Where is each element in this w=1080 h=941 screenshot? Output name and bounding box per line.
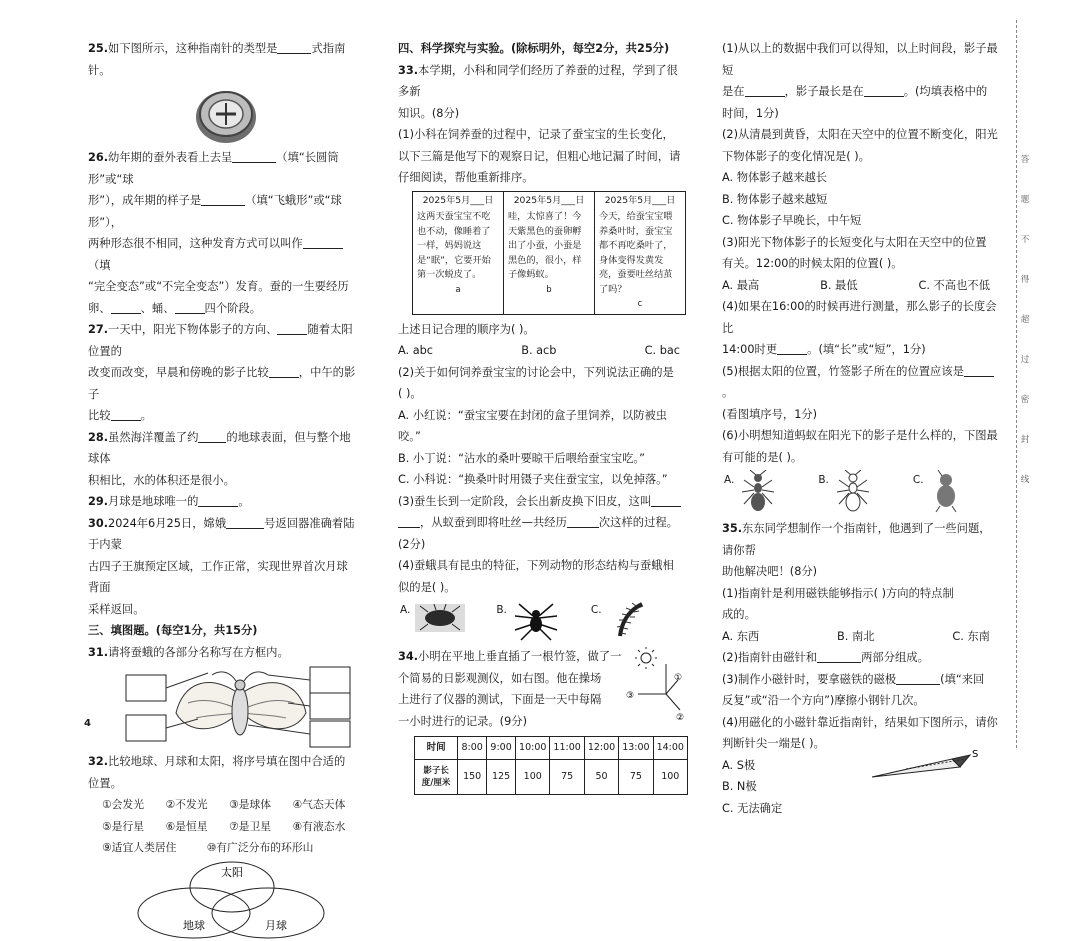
option-a[interactable]: A. 最高	[722, 278, 760, 292]
answer-blank[interactable]	[964, 363, 994, 377]
q35-part3: (3)制作小磁针时，要拿磁铁的磁极 (填“来回 反复”或“沿一个方向”)摩擦小钢针几次。	[722, 672, 985, 707]
shadow-length-table	[414, 736, 688, 795]
page-number: 4	[84, 718, 91, 729]
question-number: 29.	[88, 495, 109, 508]
option-b[interactable]: B. N极	[722, 780, 757, 793]
q34-part2: (2)从清晨到黄昏，太阳在天空中的位置不断变化，阳光 下物体影子的变化情况是( )。 A. 物体影子越来越长 B. 物体影子越来越短 C. 物体影子早晚长，中午短	[722, 128, 998, 227]
column-right	[722, 38, 998, 819]
option-a[interactable]: A. 小红说：“蚕宝宝要在封闭的盒子里饲养，以防被虫咬。”	[398, 408, 668, 443]
label-box[interactable]	[310, 667, 350, 693]
section-4-heading: 四、科学探究与实验。(除标明外，每空2分，共25分)	[398, 42, 670, 55]
binding-line	[1016, 20, 1017, 748]
q33-order-options	[398, 340, 688, 362]
question-32: 32.比较地球、月球和太阳，将序号填在图中合适的位置。	[88, 755, 346, 790]
answer-blank[interactable]	[398, 514, 420, 528]
q32-options-row5: ⑨适宜人类居住 ⑩有广泛分布的环形山	[102, 841, 314, 854]
option-b[interactable]: B. 最低	[820, 278, 858, 292]
question-number: 33.	[398, 63, 419, 77]
option-a[interactable]: A. abc	[398, 344, 434, 357]
answer-blank[interactable]	[896, 671, 940, 685]
question-number: 32.	[88, 755, 109, 768]
question-number: 27.	[88, 323, 109, 336]
option-b[interactable]: B.	[496, 600, 561, 642]
ant-shadow-c-icon	[928, 470, 964, 514]
binding-text: 答 题 不 得 超 过 密 封 线	[1020, 155, 1030, 485]
option-b[interactable]: B. 小丁说：“沾水的桑叶要晾干后喂给蚕宝宝吃。”	[398, 451, 645, 465]
question-number: 28.	[88, 430, 109, 444]
option-b[interactable]: B. acb	[521, 344, 557, 357]
answer-blank[interactable]	[226, 515, 264, 529]
question-26: 26.幼年期的蚕外表看上去呈 （填“长圆筒形”或“球 形”），成年期的样子是 （填“飞蛾形”或“球形”）， 两种形态很不相同，这种发育方式可以叫作（填 “完全变态”或“不完全变态”）发育。蚕的一生要经历 卵、 、蛹、 四个阶段。	[88, 151, 349, 315]
question-number: 26.	[88, 151, 109, 164]
answer-blank[interactable]	[745, 83, 785, 97]
question-number: 34.	[398, 650, 419, 663]
answer-blank[interactable]	[175, 300, 205, 314]
question-25: 25.如下图所示，这种指南针的类型是 式指南针。	[88, 42, 346, 77]
venn-label-sun: 太阳	[221, 865, 243, 879]
svg-text:①: ①	[674, 673, 683, 683]
q34-part6: (6)小明想知道蚂蚁在阳光下的影子是什么样的，下图最 有可能的是( )。	[722, 429, 998, 464]
option-c[interactable]: C.	[913, 470, 964, 514]
label-box[interactable]	[310, 721, 350, 747]
magnetic-needle-figure	[866, 745, 986, 785]
q32-options: ①会发光 ②不发光 ③是球体 ④气态天体 ⑤是行星 ⑥是恒星 ⑦是卫星 ⑧有液态水	[102, 798, 346, 833]
q34-part3-options	[722, 275, 998, 297]
ant-shadow-b-icon	[833, 470, 873, 514]
question-number: 31.	[88, 645, 109, 659]
sundial-figure	[626, 646, 688, 730]
q35-part2: (2)指南针由磁针和 两部分组成。	[722, 651, 929, 664]
question-33: 33.本学期，小科和同学们经历了养蚕的过程，学到了很多新 知识。(8分) (1)小科在饲养蚕的过程中，记录了蚕宝宝的生长变化， 以下三篇是他写下的观察日记，但粗心地记漏了时间，请 仔细阅读，帮他重新排序。	[398, 63, 681, 184]
answer-blank[interactable]	[198, 493, 238, 507]
svg-text:③: ③	[626, 691, 635, 701]
ant-shadow-a-icon	[738, 470, 778, 514]
question-number: 30.	[88, 516, 109, 530]
question-31: 31.请将蚕蛾的各部分名称写在方框内。	[88, 645, 289, 659]
label-box[interactable]	[126, 715, 166, 741]
option-c[interactable]: C. 不高也不低	[918, 278, 990, 292]
q33-order-question: 上述日记合理的顺序为( )。	[398, 322, 535, 336]
answer-blank[interactable]	[651, 493, 681, 507]
venn-label-earth: 地球	[183, 918, 205, 932]
option-c[interactable]: C. 无法确定	[722, 801, 783, 815]
option-a[interactable]: A.	[400, 600, 466, 642]
column-middle	[398, 38, 688, 795]
sun-icon	[641, 653, 651, 663]
table-row: 影子长度/厘米 150 125 100 75 50 75 100	[415, 760, 688, 795]
venn-label-moon: 月球	[265, 918, 287, 932]
option-c[interactable]: C. bac	[644, 344, 680, 357]
option-b[interactable]: B. 物体影子越来越短	[722, 192, 828, 206]
answer-blank[interactable]	[198, 429, 226, 443]
q33-part2: (2)关于如何饲养蚕宝宝的讨论会中，下列说法正确的是 ( )。 A. 小红说：“蚕宝宝要在封闭的盒子里饲养，以防被虫咬。” B. 小丁说：“沾水的桑叶要晾干后喂给蚕宝宝吃。” C. 小科说：“换桑叶时用镊子夹住蚕宝宝，以免掉落。”	[398, 365, 674, 486]
q33-animal-options	[400, 600, 688, 642]
diary-boxes	[412, 191, 686, 315]
q34-part5: (5)根据太阳的位置，竹签影子所在的位置应该是。 (看图填序号，1分)	[722, 361, 998, 426]
question-29: 29.月球是地球唯一的 。	[88, 495, 250, 508]
diary-c: 2025年5月___日 今天，给蚕宝宝喂养桑叶时，蚕宝宝都不再吃桑叶了，身体变得发黄发亮，蚕要吐丝结茧了吗？ c	[599, 194, 676, 309]
answer-blank[interactable]	[864, 83, 904, 97]
table-row: 时间 8:00 9:00 10:00 11:00 12:00 13:00 14:00	[415, 737, 688, 760]
q35-part4-options-row	[722, 748, 998, 820]
answer-blank[interactable]	[277, 321, 307, 335]
question-28: 28.虽然海洋覆盖了约 的地球表面，但与整个地球体 积相比，水的体积还是很小。	[88, 430, 351, 487]
option-c[interactable]: C.	[591, 600, 650, 642]
label-box[interactable]	[310, 693, 350, 719]
q34-part1: (1)从以上的数据中我们可以得知，以上时间段，影子最短 是在 ，影子最长是在 。(均填表格中的 时间，1分)	[722, 42, 998, 120]
q34-ant-options	[724, 470, 998, 514]
option-c[interactable]: C. 物体影子早晚长，中午短	[722, 214, 862, 227]
q33-part3: (3)蚕生长到一定阶段，会长出新皮换下旧皮，这叫 ，从蚁蚕到即将吐丝—共经历 次这样的过程。 (2分)	[398, 491, 688, 556]
q35-part1-options	[722, 626, 998, 648]
question-34: 34.小明在平地上垂直插了一根竹签，做了一 个简易的日影观测仪，如右图。他在操场 上进行了仪器的测试，下面是一天中每隔 一小时进行的记录。(9分) ① ② ③	[398, 646, 688, 732]
answer-blank[interactable]	[111, 407, 141, 421]
answer-blank[interactable]	[817, 649, 861, 663]
centipede-icon	[606, 600, 650, 642]
answer-blank[interactable]	[303, 235, 343, 249]
section-3-heading: 三、填图题。(每空1分，共15分)	[88, 624, 258, 637]
question-number: 25.	[88, 42, 109, 55]
label-box[interactable]	[126, 675, 166, 701]
answer-blank[interactable]	[269, 364, 299, 378]
answer-blank[interactable]	[567, 514, 599, 528]
option-c[interactable]: C. 小科说：“换桑叶时用镊子夹住蚕宝宝，以免掉落。”	[398, 473, 668, 486]
answer-blank[interactable]	[277, 40, 311, 54]
q34-part3: (3)阳光下物体影子的长短变化与太阳在天空中的位置 有关。12:00的时候太阳的位置( )。	[722, 235, 987, 270]
answer-blank[interactable]	[232, 149, 276, 163]
option-a[interactable]: A. 东西	[722, 629, 760, 643]
spider-icon	[511, 600, 561, 642]
option-a[interactable]: A. 物体影子越来越长	[722, 171, 828, 184]
svg-text:S: S	[972, 748, 979, 760]
option-b[interactable]: B. 南北	[837, 629, 875, 643]
q35-part4: (4)用磁化的小磁针靠近指南针，结果如下图所示，请你 判断针尖一端是( )。	[722, 715, 998, 750]
column-left	[88, 38, 356, 941]
question-number: 35.	[722, 522, 743, 535]
q33-part4: (4)蚕蛾具有昆虫的特征，下列动物的形态结构与蚕蛾相 似的是( )。	[398, 559, 674, 594]
answer-blank[interactable]	[201, 192, 245, 206]
option-a[interactable]: A. S极	[722, 758, 756, 772]
option-a[interactable]: A.	[724, 470, 778, 514]
question-27: 27.一天中，阳光下物体影子的方向、 随着太阳位置的 改变而改变，早晨和傍晚的影子比较 ，中午的影子 比较 。	[88, 323, 356, 422]
silkmoth-diagram	[88, 663, 356, 751]
compass-figure	[88, 81, 356, 147]
diary-a: 2025年5月___日 这两天蚕宝宝不吃也不动，像睡着了一样，妈妈说这是“眠”，它要开始第一次蜕皮了。 a	[413, 192, 504, 314]
question-35: 35.东东同学想制作一个指南针，他遇到了一些问题，请你帮 助他解决吧！(8分) (1)指南针是利用磁铁能够指示( )方向的特点制 成的。	[722, 522, 991, 621]
svg-text:②: ②	[676, 713, 685, 723]
option-c[interactable]: C. 东南	[952, 629, 990, 643]
answer-blank[interactable]	[777, 341, 807, 355]
question-30: 30.2024年6月25日，嫦娥 号返回器准确着陆于内蒙 古四子王旗预定区域，工作正常，实现世界首次月球背面 采样返回。	[88, 516, 355, 616]
beetle-image-icon	[414, 600, 466, 634]
option-b[interactable]: B.	[818, 470, 873, 514]
q34-part4: (4)如果在16:00的时候再进行测量，那么影子的长度会比 14:00时更 。(填“长”或“短”，1分)	[722, 300, 997, 356]
answer-blank[interactable]	[111, 300, 141, 314]
diary-b: 2025年5月___日 哇，太惊喜了！今天紫黑色的蚕卵孵出了小蚕，小蚕是黑色的，很小，样子像蚂蚁。 b	[504, 192, 595, 314]
venn-diagram	[88, 859, 356, 941]
